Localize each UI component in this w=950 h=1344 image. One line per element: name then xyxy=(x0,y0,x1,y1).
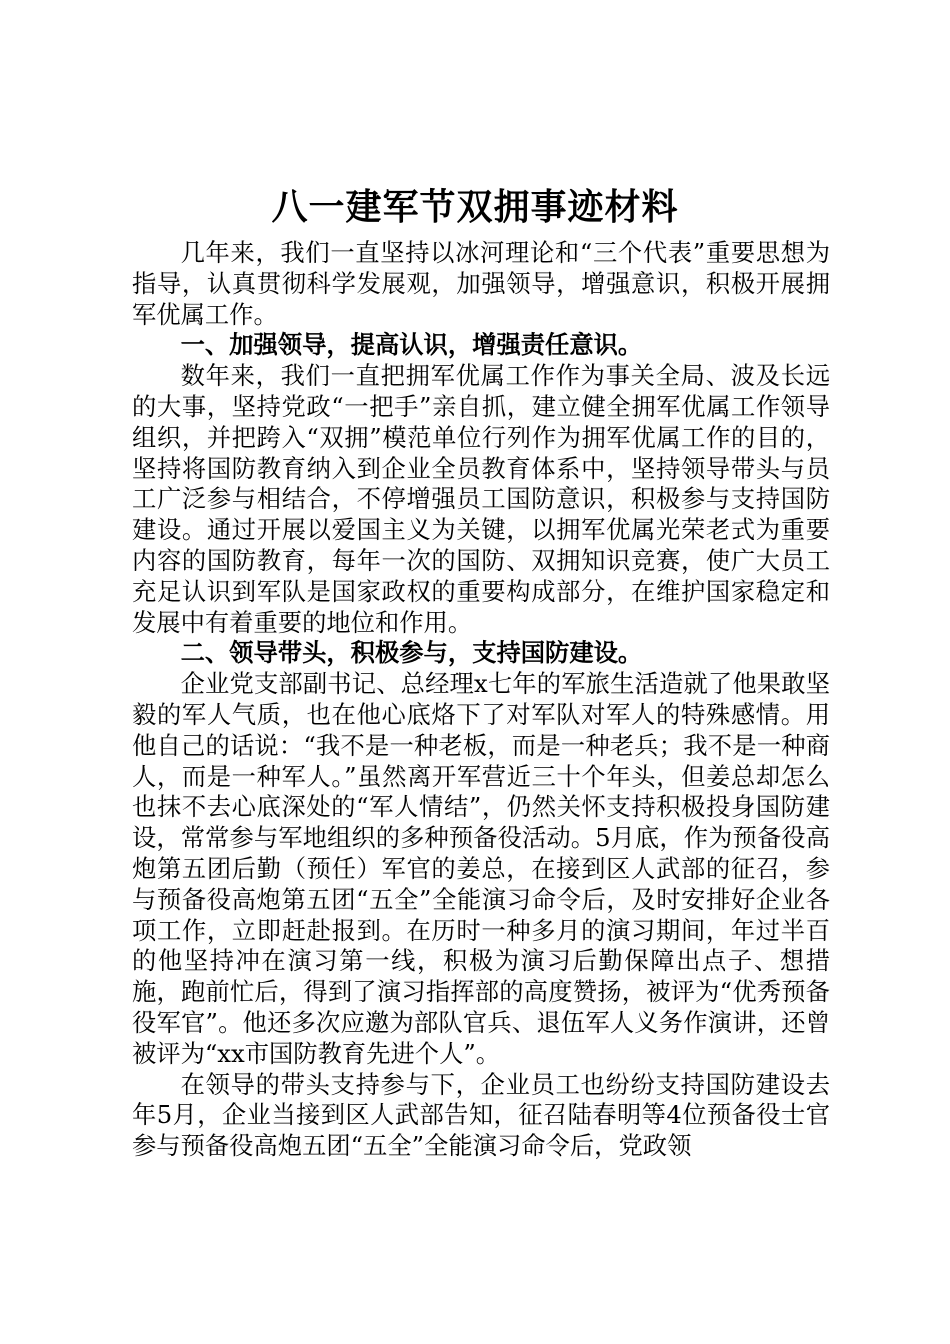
document-title: 八一建军节双拥事迹材料 xyxy=(271,186,679,228)
document-body xyxy=(132,238,830,1162)
paragraph-section-2: 企业党支部副书记、总经理x七年的军旅生活造就了他果敢坚毅的军人气质，也在他心底烙下了对军队对军人的特殊感情。用他自己的话说：“我不是一种老板，而是一种老兵；我不是一种商人，而是一种军人。”虽然离开军营近三十个年头，但姜总却怎么也抹不去心底深处的“军人情结”，仍然关怀支持积极投身国防建设，常常参与军地组织的多种预备役活动。5月底，作为预备役高炮第五团后勤（预任）军官的姜总，在接到区人武部的征召，参与预备役高炮第五团“五全”全能演习命令后，及时安排好企业各项工作，立即赶赴报到。在历时一种多月的演习期间，年过半百的他坚持冲在演习第一线，积极为演习后勤保障出点子、想措施，跑前忙后，得到了演习指挥部的高度赞扬，被评为“优秀预备役军官”。他还多次应邀为部队官兵、退伍军人义务作演讲，还曾被评为“xx市国防教育先进个人”。 xyxy=(132,669,830,1068)
paragraph-section-1: 数年来，我们一直把拥军优属工作作为事关全局、波及长远的大事，坚持党政“一把手”亲自抓，建立健全拥军优属工作领导组织，并把跨入“双拥”模范单位行列作为拥军优属工作的目的，坚持将国防教育纳入到企业全员教育体系中，坚持领导带头与员工广泛参与相结合，不停增强员工国防意识，积极参与支持国防建设。通过开展以爱国主义为关键，以拥军优属光荣老式为重要内容的国防教育，每年一次的国防、双拥知识竞赛，使广大员工充足认识到军队是国家政权的重要构成部分，在维护国家稳定和发展中有着重要的地位和作用。 xyxy=(132,361,830,637)
section-heading-1: 一、加强领导，提高认识，增强责任意识。 xyxy=(180,330,643,360)
paragraph-section-2-continued: 在领导的带头支持参与下，企业员工也纷纷支持国防建设去年5月，企业当接到区人武部告知，征召陆春明等4位预备役士官参与预备役高炮五团“五全”全能演习命令后，党政领 xyxy=(132,1069,830,1161)
section-heading-2: 二、领导带头，积极参与，支持国防建设。 xyxy=(180,638,643,668)
paragraph-intro: 几年来，我们一直坚持以冰河理论和“三个代表”重要思想为指导，认真贯彻科学发展观，加强领导，增强意识，积极开展拥军优属工作。 xyxy=(132,238,830,329)
